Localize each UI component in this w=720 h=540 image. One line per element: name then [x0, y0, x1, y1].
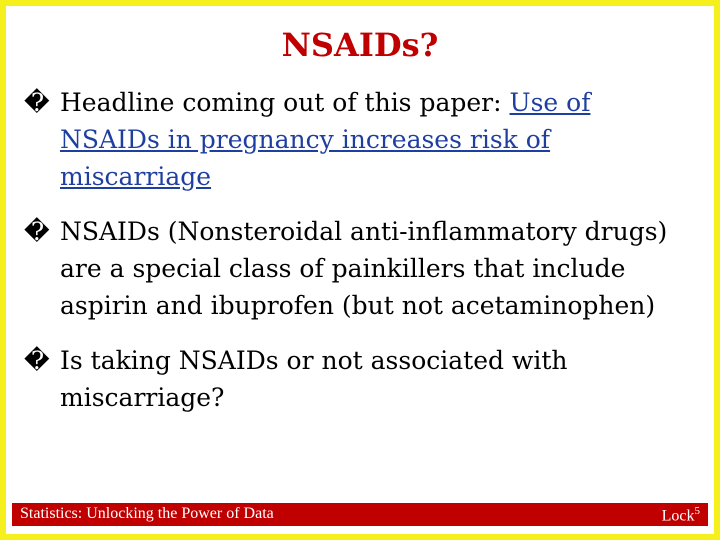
bullet-headline — [24, 84, 684, 195]
footer-bar — [12, 503, 708, 526]
bullet-nsaids-definition — [24, 213, 684, 324]
bullet-question — [24, 342, 684, 416]
slide-title: NSAIDs? — [281, 26, 439, 64]
bullet-list — [24, 84, 684, 434]
bullet-marker-icon: � — [24, 88, 50, 117]
bullet-text: NSAIDs (Nonsteroidal anti-inflammatory drugs) are a special class of painkillers that include aspirin and ibuprofen (but not acetaminophen) — [60, 217, 668, 320]
footer-author-name: Lock — [661, 507, 695, 525]
footer-author-sup: 5 — [694, 505, 700, 517]
bullet-marker-icon: � — [24, 346, 50, 375]
bullet-text: Is taking NSAIDs or not associated with miscarriage? — [60, 346, 568, 412]
footer-book-title: Statistics: Unlocking the Power of Data — [20, 505, 274, 522]
footer-author — [662, 505, 700, 525]
bullet-marker-icon: � — [24, 217, 50, 246]
bullet-text: Headline coming out of this paper: — [60, 88, 510, 117]
paper-headline-link[interactable]: Use of NSAIDs in pregnancy increases risk of miscarriage — [60, 88, 591, 191]
